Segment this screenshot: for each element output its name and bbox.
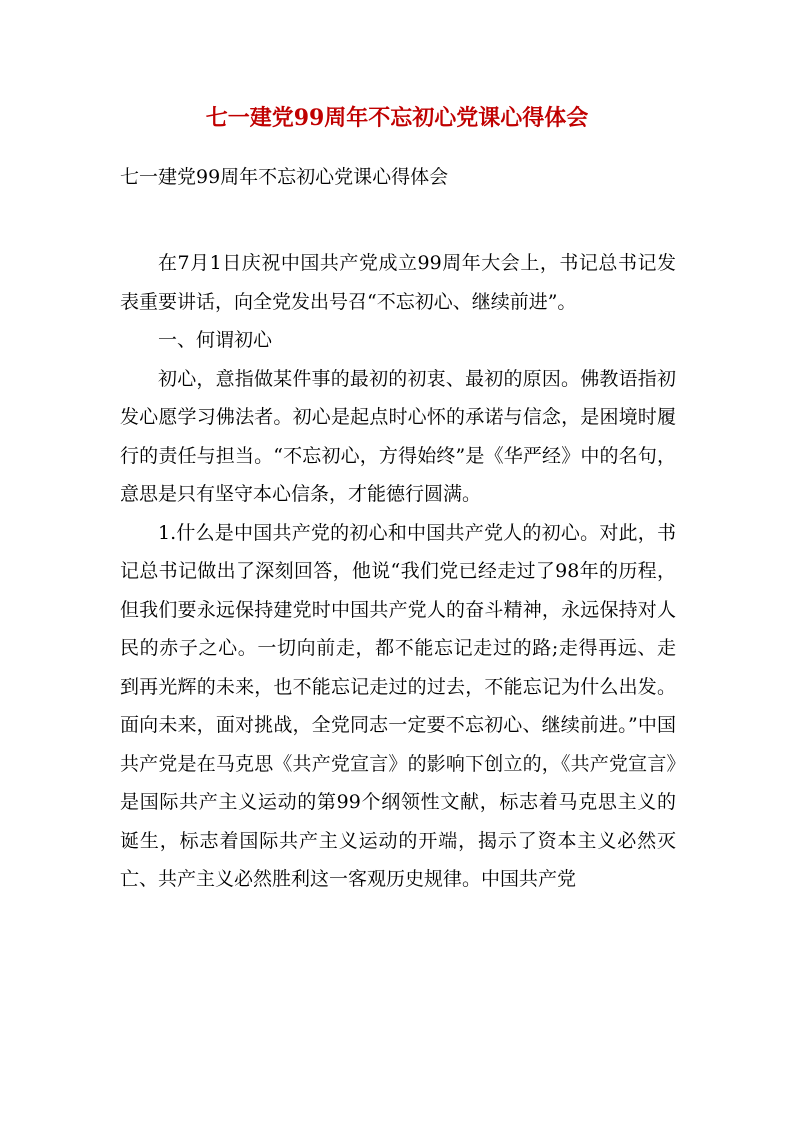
section-heading: 一、何谓初心 — [158, 329, 273, 351]
document-subtitle: 七一建党99周年不忘初心党课心得体会 — [120, 166, 449, 188]
document-title: 七一建党99周年不忘初心党课心得体会 — [205, 105, 589, 131]
document-body — [120, 244, 676, 899]
paragraph-definition: 初心，意指做某件事的最初的初衷、最初的原因。佛教语指初发心愿学习佛法者。初心是起点时心怀的承诺与信念，是困境时履行的责任与担当。“不忘初心，方得始终”是《华严经》中的名句，意思是只有坚守本心信条，才能德行圆满。 — [120, 367, 676, 505]
paragraph-intro: 在7月1日庆祝中国共产党成立99周年大会上，书记总书记发表重要讲话，向全党发出号召“不忘初心、继续前进”。 — [120, 252, 676, 313]
paragraph-point-1: 1.什么是中国共产党的初心和中国共产党人的初心。对此，书记总书记做出了深刻回答，他说“我们党已经走过了98年的历程，但我们要永远保持建党时中国共产党人的奋斗精神，永远保持对人民的赤子之心。一切向前走，都不能忘记走过的路;走得再远、走到再光辉的未来，也不能忘记走过的过去，不能忘记为什么出发。面向未来，面对挑战，全党同志一定要不忘初心、继续前进。”中国共产党是在马克思《共产党宣言》的影响下创立的，《共产党宣言》是国际共产主义运动的第99个纲领性文献，标志着马克思主义的诞生，标志着国际共产主义运动的开端，揭示了资本主义必然灭亡、共产主义必然胜利这一客观历史规律。中国共产党 — [120, 521, 676, 890]
